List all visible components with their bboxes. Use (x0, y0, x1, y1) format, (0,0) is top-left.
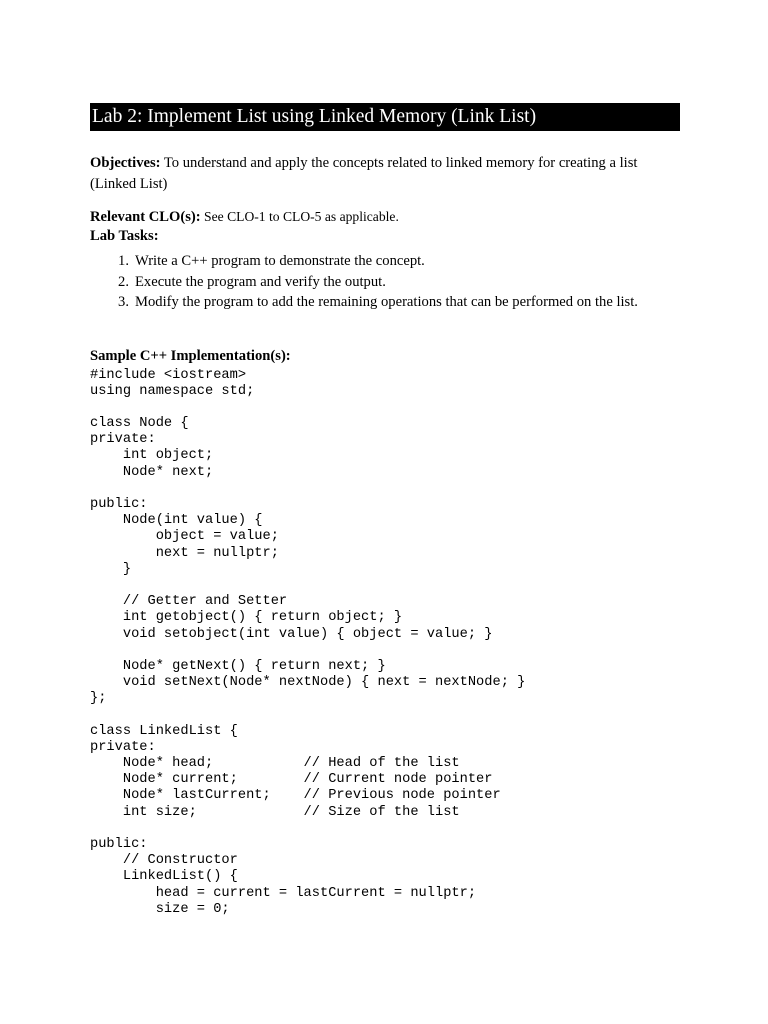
code-line: }; (90, 691, 107, 707)
list-item (90, 251, 680, 272)
code-line (90, 643, 680, 659)
code-line: Node* lastCurrent; // Previous node pointer (90, 788, 501, 804)
code-line: } (90, 561, 132, 577)
code-line (90, 578, 680, 594)
list-item (90, 272, 680, 293)
clo-label: Relevant CLO(s): (90, 209, 201, 225)
clo-text: See CLO-1 to CLO-5 as applicable. (200, 209, 399, 224)
task-text: Modify the program to add the remaining operations that can be performed on the list. (135, 294, 638, 310)
clo-paragraph (90, 207, 680, 227)
code-line: Node* head; // Head of the list (90, 756, 460, 771)
code-line (90, 821, 680, 837)
code-block (90, 368, 680, 918)
code-line: next = nullptr; (90, 545, 279, 561)
task-number: 2. (118, 273, 129, 290)
code-line: void setNext(Node* nextNode) { next = nextNode; } (90, 675, 526, 691)
lab-task-list (90, 251, 680, 313)
code-line (90, 400, 680, 416)
lab-title: Lab 2: Implement List using Linked Memory (Link List) (90, 103, 680, 131)
code-line: int size; // Size of the list (90, 804, 460, 820)
code-line: private: (90, 739, 156, 755)
code-line: public: (90, 497, 148, 512)
task-number: 3. (118, 294, 129, 310)
task-number: 1. (118, 253, 129, 269)
code-line (90, 707, 680, 723)
code-line: Node(int value) { (90, 513, 263, 529)
code-line: head = current = lastCurrent = nullptr; (90, 885, 477, 901)
code-line: size = 0; (90, 901, 230, 917)
list-item (90, 292, 680, 313)
code-line: int getobject() { return object; } (90, 610, 403, 626)
objectives-label: Objectives: (90, 155, 161, 171)
lab-tasks-heading: Lab Tasks: (90, 228, 159, 244)
code-line: public: (90, 836, 148, 852)
code-line: using namespace std; (90, 383, 255, 399)
task-text: Write a C++ program to demonstrate the concept. (135, 253, 425, 269)
document-page (90, 103, 680, 918)
code-line: Node* next; (90, 464, 214, 480)
code-line: LinkedList() { (90, 869, 238, 885)
task-text: Execute the program and verify the output. (135, 273, 386, 290)
code-line: class Node { (90, 416, 189, 432)
code-line: // Constructor (90, 853, 238, 869)
code-line: #include <iostream> (90, 367, 247, 383)
sample-implementation-heading: Sample C++ Implementation(s): (90, 347, 291, 364)
code-line (90, 481, 680, 497)
code-line: int object; (90, 448, 214, 464)
objectives-paragraph (90, 153, 680, 195)
code-line: private: (90, 432, 156, 448)
code-line: Node* getNext() { return next; } (90, 658, 386, 674)
objectives-text: To understand and apply the concepts related to linked memory for creating a list (Linked List) (90, 155, 638, 192)
code-line: void setobject(int value) { object = value; } (90, 626, 493, 642)
code-line: object = value; (90, 529, 279, 545)
code-line: class LinkedList { (90, 723, 238, 739)
code-line: Node* current; // Current node pointer (90, 772, 493, 788)
code-line: // Getter and Setter (90, 594, 288, 610)
